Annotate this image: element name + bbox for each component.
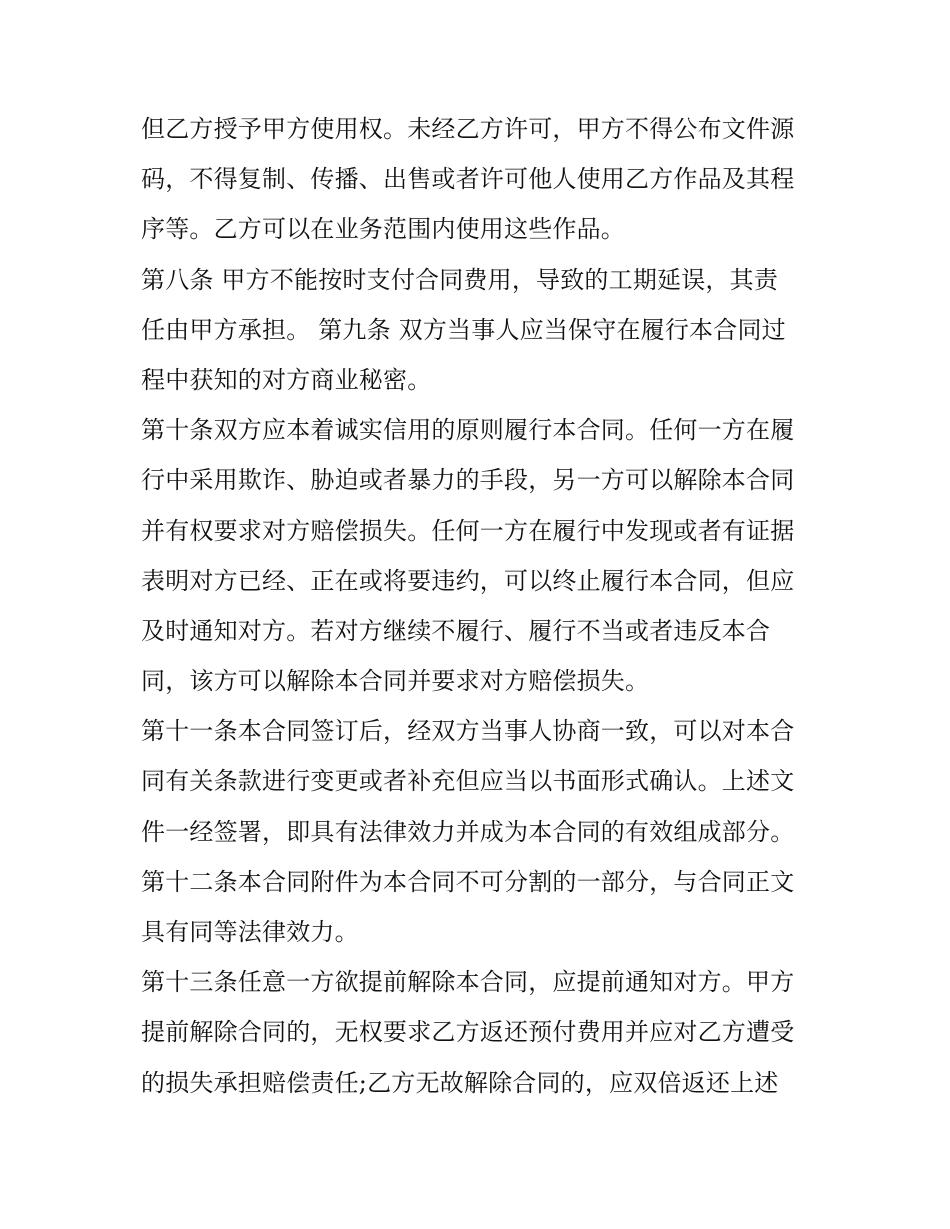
text-line: 第十三条任意一方欲提前解除本合同，应提前通知对方。甲方 <box>141 968 795 997</box>
text-line: 序等。乙方可以在业务范围内使用这些作品。 <box>141 215 625 244</box>
text-line: 具有同等法律效力。 <box>141 918 359 946</box>
text-line: 第十一条本合同签订后，经双方当事人协商一致，可以对本合 <box>141 717 795 746</box>
text-line: 第十二条本合同附件为本合同不可分割的一部分，与合同正文 <box>141 867 795 896</box>
contract-text <box>141 104 831 1108</box>
text-line: 第八条 甲方不能按时支付合同费用，导致的工期延误，其责 <box>141 265 779 294</box>
text-line: 但乙方授予甲方使用权。未经乙方许可，甲方不得公布文件源 <box>141 115 795 143</box>
text-line: 提前解除合同的，无权要求乙方返还预付费用并应对乙方遭受 <box>141 1018 795 1047</box>
text-line: 同，该方可以解除本合同并要求对方赔偿损失。 <box>141 667 650 696</box>
text-line: 程中获知的对方商业秘密。 <box>141 365 432 394</box>
text-line: 表明对方已经、正在或将要违约，可以终止履行本合同，但应 <box>141 566 795 595</box>
text-line: 同有关条款进行变更或者补充但应当以书面形式确认。上述文 <box>141 767 795 796</box>
text-line: 第十条双方应本着诚实信用的原则履行本合同。任何一方在履 <box>141 416 795 445</box>
text-line: 码，不得复制、传播、出售或者许可他人使用乙方作品及其程 <box>141 165 795 194</box>
text-line: 及时通知对方。若对方继续不履行、履行不当或者违反本合 <box>141 616 771 645</box>
text-line: 件一经签署，即具有法律效力并成为本合同的有效组成部分。 <box>141 817 795 846</box>
text-line: 的损失承担赔偿责任;乙方无故解除合同的，应双倍返还上述 <box>141 1068 779 1097</box>
text-line: 行中采用欺诈、胁迫或者暴力的手段，另一方可以解除本合同 <box>141 466 795 495</box>
text-line: 任由甲方承担。 第九条 双方当事人应当保守在履行本合同过 <box>141 315 786 344</box>
text-line: 并有权要求对方赔偿损失。任何一方在履行中发现或者有证据 <box>141 516 795 545</box>
